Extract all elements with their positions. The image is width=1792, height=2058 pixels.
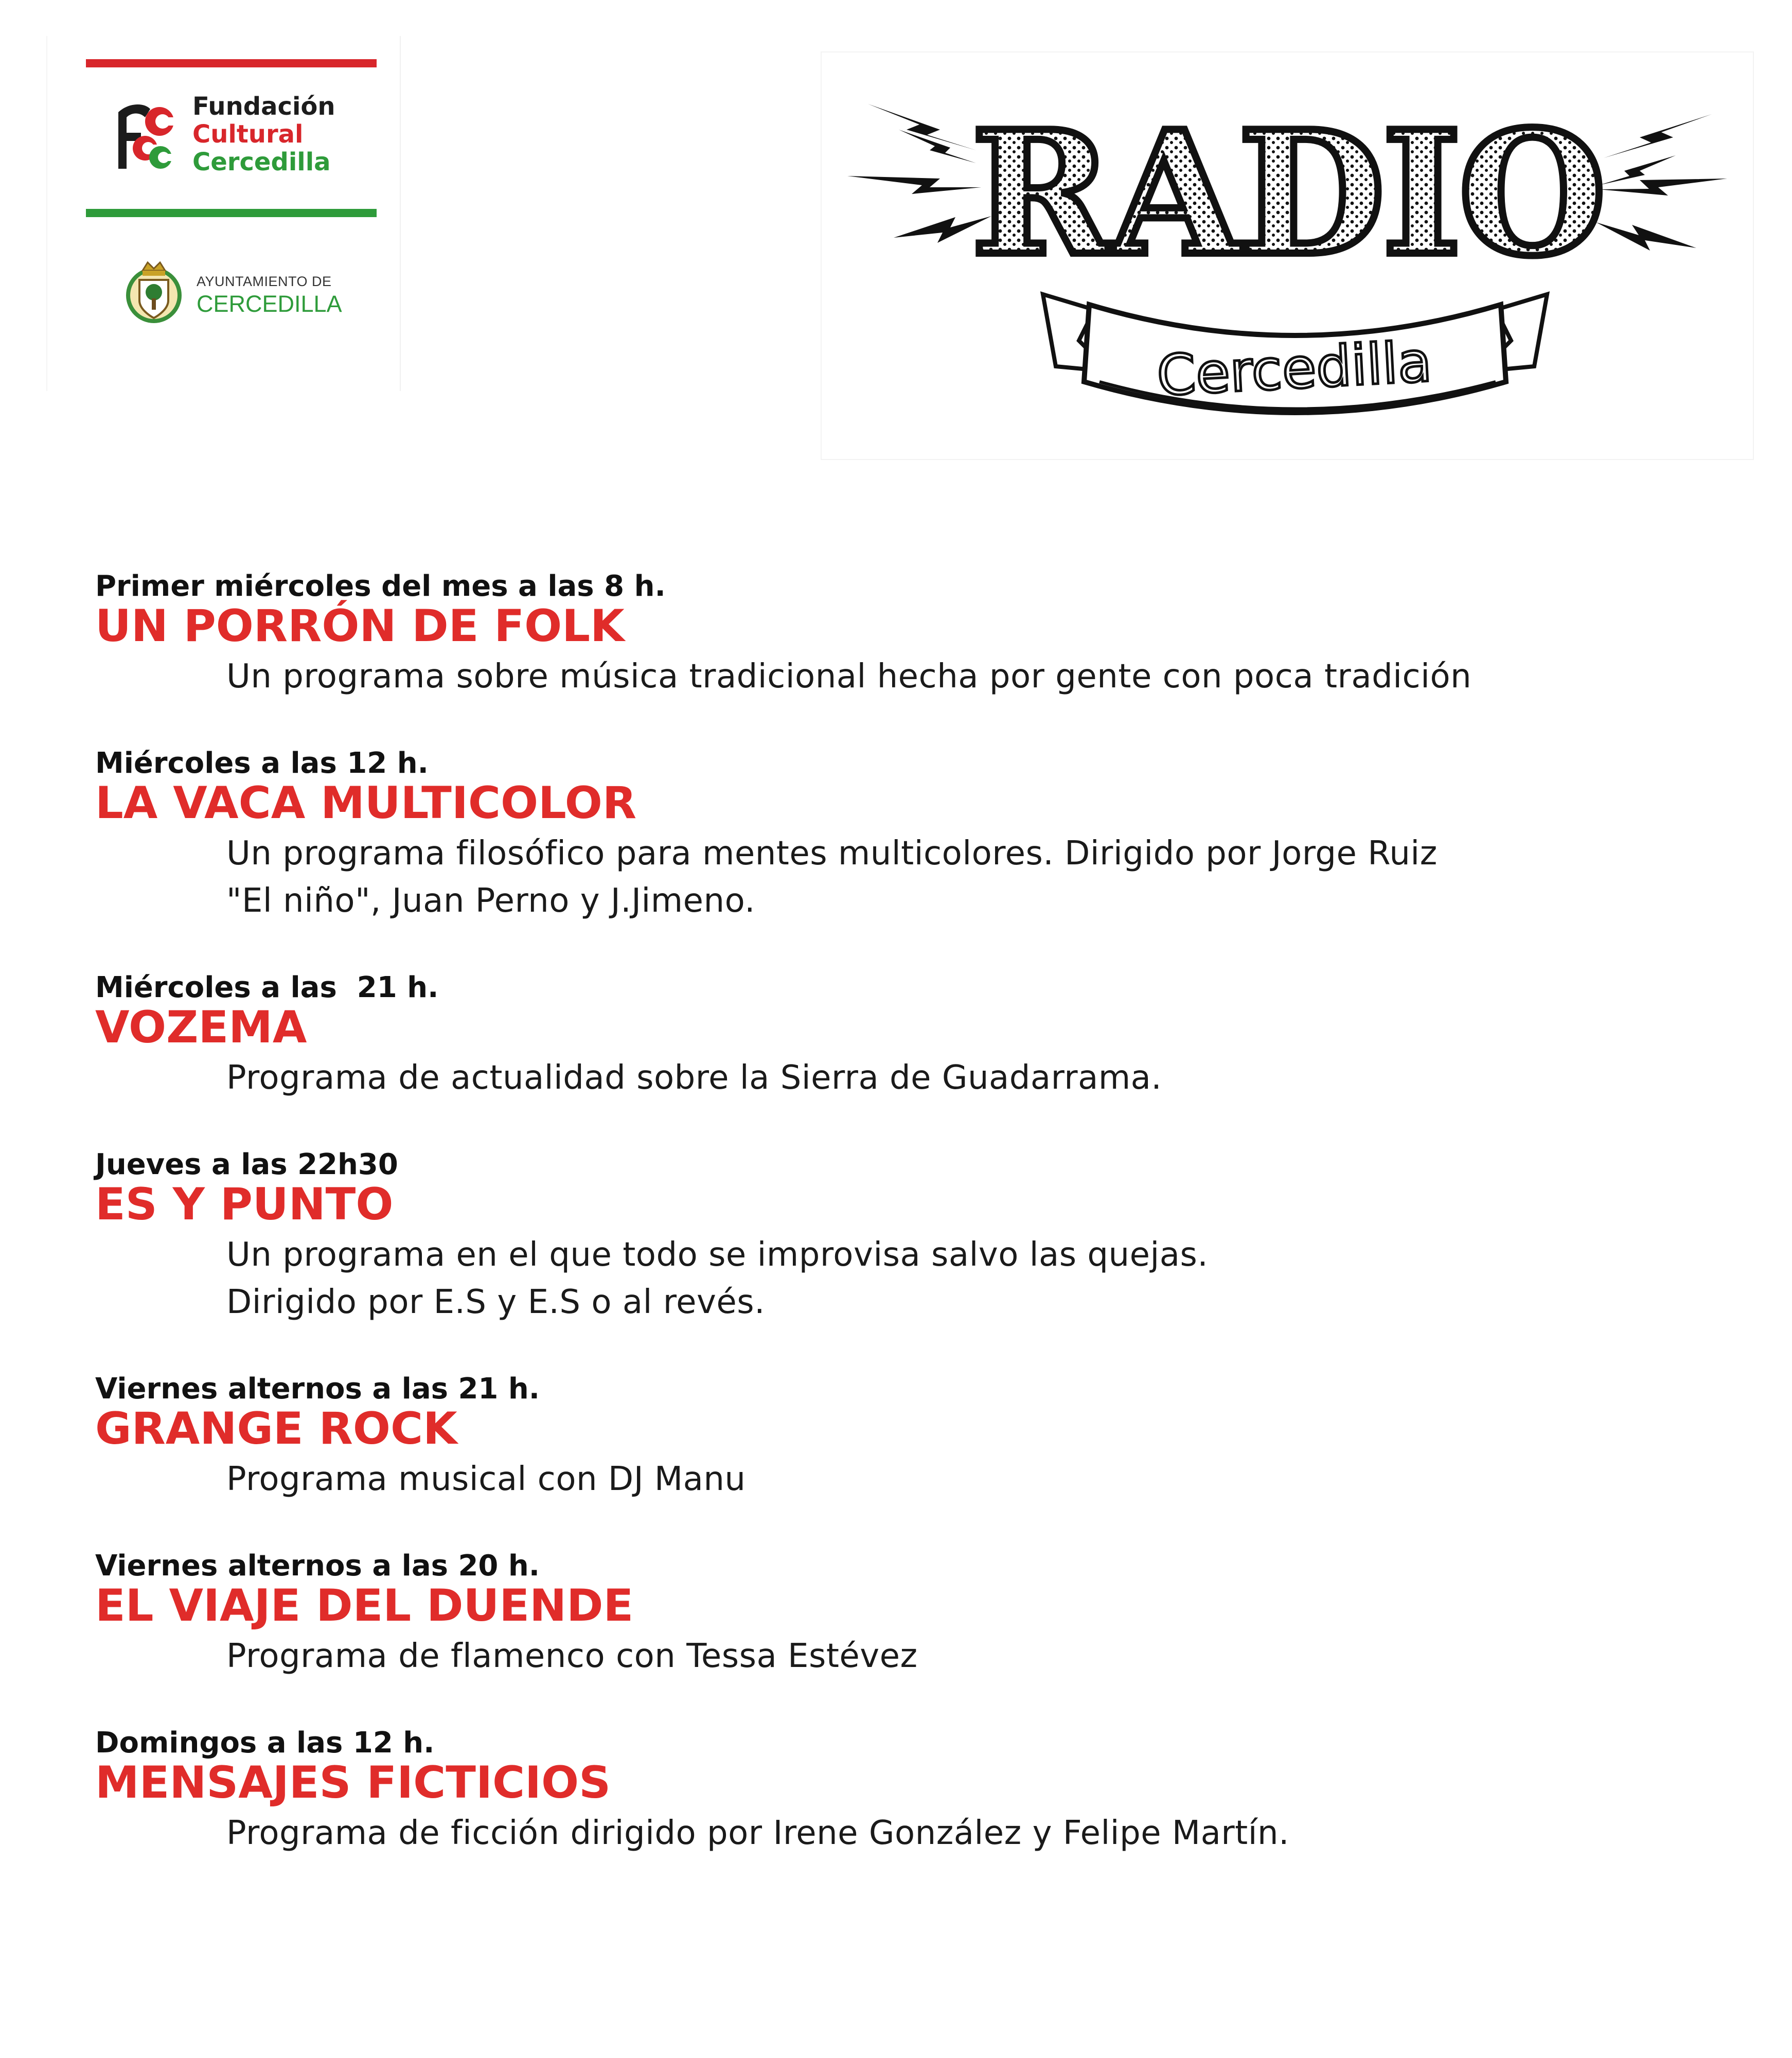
fundacion-green-bar [86, 209, 377, 217]
fundacion-line-2: Cultural [192, 120, 304, 149]
program-description-line: Un programa sobre música tradicional hecha por gente con poca tradición [226, 658, 1472, 696]
fundacion-line-1: Fundación [192, 92, 335, 121]
program-title: UN PORRÓN DE FOLK [95, 600, 625, 652]
fundacion-name [192, 93, 335, 176]
program-description [95, 1231, 1716, 1326]
ayuntamiento-name [197, 274, 342, 317]
program-description [95, 1456, 1716, 1503]
program-time: Jueves a las 22h30 [95, 1148, 398, 1181]
program-description-line: Programa de flamenco con Tessa Estévez [226, 1637, 918, 1675]
program-title: MENSAJES FICTICIOS [95, 1757, 611, 1808]
ayuntamiento-town: CERCEDILLA [197, 291, 342, 317]
program-time: Primer miércoles del mes a las 8 h. [95, 570, 666, 603]
radio-word: RADIO [971, 94, 1604, 293]
program-description-line: Un programa filosófico para mentes multicolores. Dirigido por Jorge Ruiz [226, 835, 1438, 873]
program-description [95, 653, 1716, 700]
cercedilla-banner-text: Cercedilla [1155, 330, 1433, 409]
program-title: ES Y PUNTO [95, 1179, 394, 1230]
program-schedule [95, 569, 1716, 1857]
fundacion-line-3: Cercedilla [192, 148, 331, 176]
program-item [95, 1725, 1716, 1857]
program-time: Viernes alternos a las 21 h. [95, 1372, 540, 1406]
program-title: LA VACA MULTICOLOR [95, 777, 637, 829]
program-item [95, 1371, 1716, 1503]
program-time: Domingos a las 12 h. [95, 1726, 435, 1760]
fundacion-red-bar [86, 59, 377, 67]
program-time: Miércoles a las 21 h. [95, 971, 439, 1004]
program-item [95, 746, 1716, 925]
program-title: VOZEMA [95, 1002, 307, 1053]
program-item [95, 1548, 1716, 1680]
program-description [95, 1809, 1716, 1857]
fundacion-fcc-logo-icon [109, 97, 181, 184]
program-item [95, 569, 1716, 700]
program-title: EL VIAJE DEL DUENDE [95, 1580, 634, 1631]
program-description [95, 830, 1716, 925]
left-lightning-bolts-icon [847, 104, 991, 243]
program-description-line: Dirigido por E.S y E.S o al revés. [226, 1283, 765, 1321]
ayuntamiento-label: AYUNTAMIENTO DE [197, 274, 332, 289]
program-description-line: Programa musical con DJ Manu [226, 1460, 746, 1498]
ayuntamiento-coat-of-arms-icon [122, 257, 186, 329]
program-description-line: Un programa en el que todo se improvisa salvo las quejas. [226, 1236, 1209, 1274]
program-description [95, 1633, 1716, 1680]
program-item [95, 970, 1716, 1102]
right-lightning-bolts-icon [1596, 114, 1727, 251]
program-title: GRANGE ROCK [95, 1403, 457, 1454]
program-time: Viernes alternos a las 20 h. [95, 1549, 540, 1583]
program-description-line: Programa de ficción dirigido por Irene González y Felipe Martín. [226, 1814, 1289, 1852]
program-description-line: Programa de actualidad sobre la Sierra de Guadarrama. [226, 1059, 1162, 1097]
sponsor-logos-panel [46, 36, 401, 391]
program-time: Miércoles a las 12 h. [95, 747, 429, 780]
program-description [95, 1054, 1716, 1102]
program-description-line: "El niño", Juan Perno y J.Jimeno. [226, 882, 755, 920]
program-item [95, 1147, 1716, 1326]
radio-cercedilla-logo [821, 51, 1754, 460]
radio-logo-artwork-icon [822, 52, 1753, 459]
